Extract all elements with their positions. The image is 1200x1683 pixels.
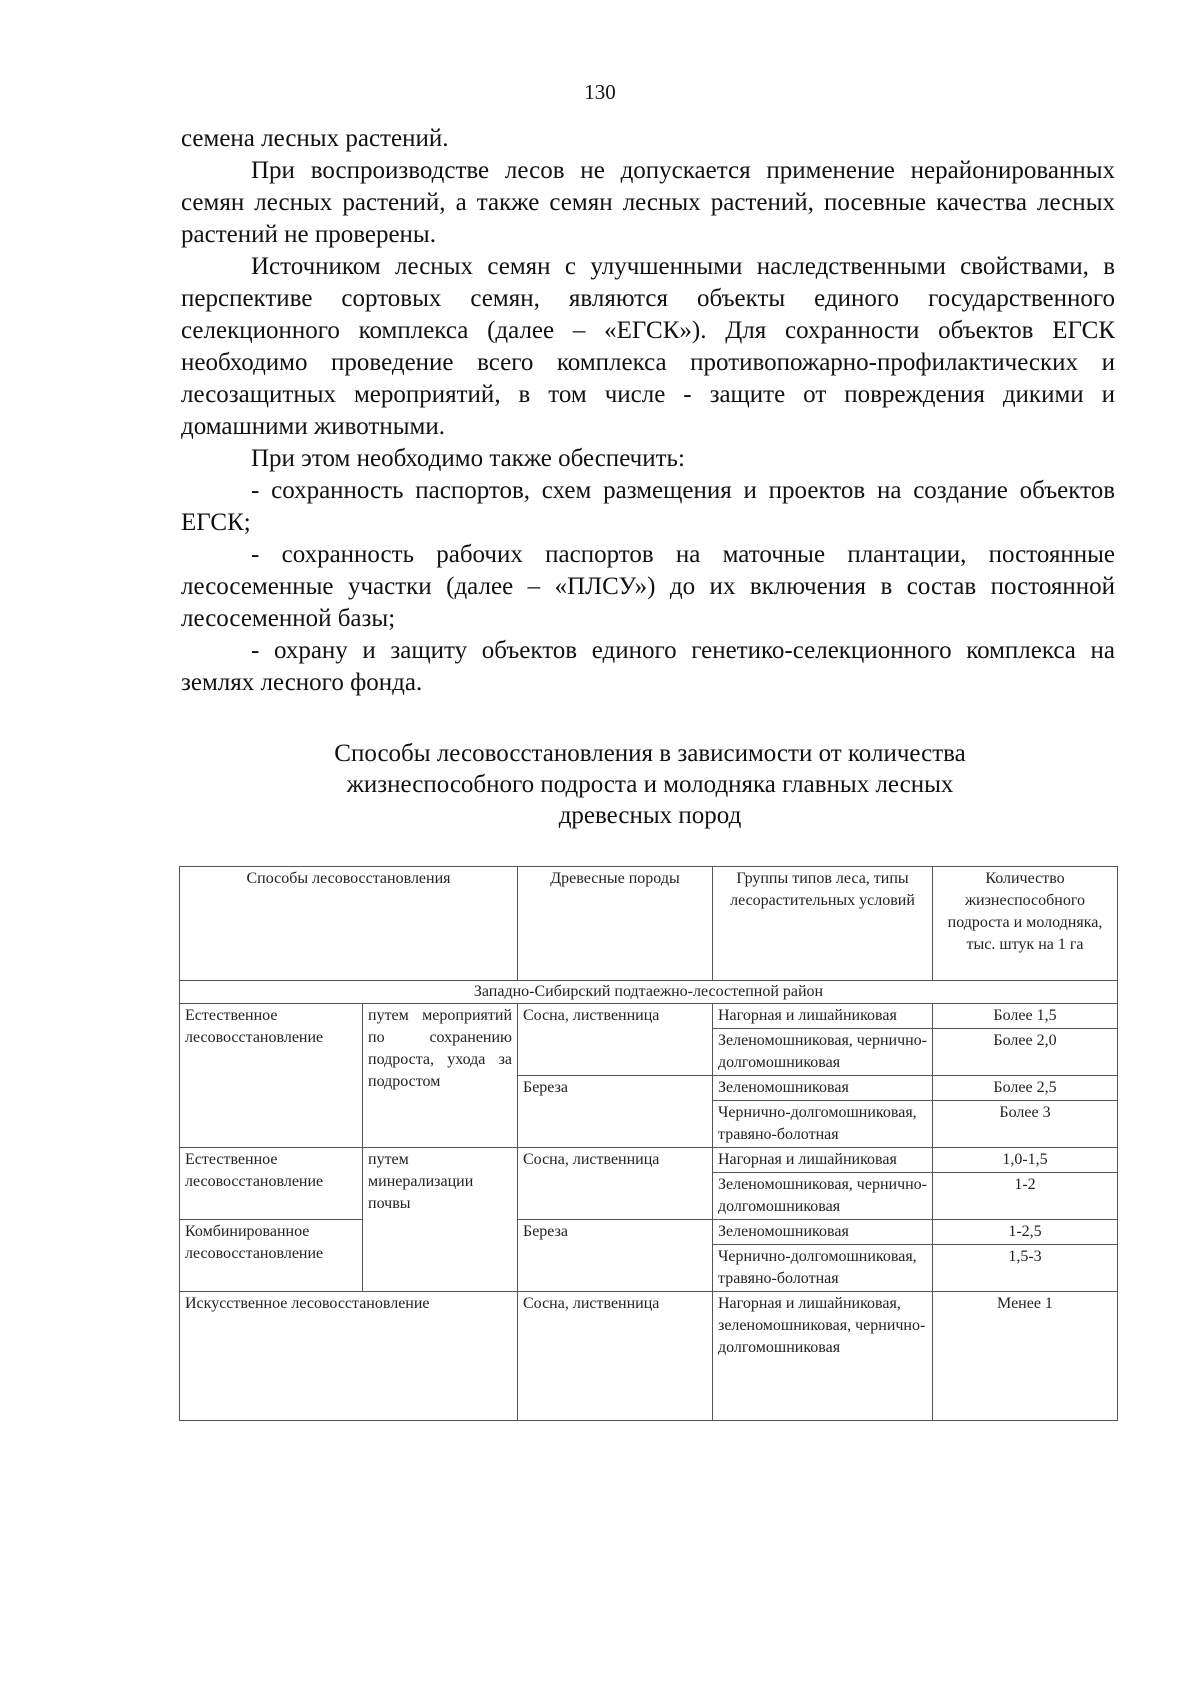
forest-type-cell: Нагорная и лишайниковая [713, 1148, 933, 1173]
amount-cell: Более 2,5 [933, 1076, 1118, 1101]
paragraph: семена лесных растений. [181, 125, 449, 152]
forest-type-cell: Нагорная и лишайниковая, зеленомошниковая, чернично-долгомошниковая [713, 1292, 933, 1421]
amount-cell: 1,0-1,5 [933, 1148, 1118, 1173]
forest-type-cell: Зеленомошниковая [713, 1076, 933, 1101]
amount-cell: 1,5-3 [933, 1245, 1118, 1292]
species-cell: Береза [518, 1076, 713, 1148]
amount-cell: 1-2,5 [933, 1220, 1118, 1245]
header-methods: Способы лесовосстановления [180, 867, 518, 981]
forest-type-cell: Зеленомошниковая [713, 1220, 933, 1245]
table-caption [150, 738, 1150, 831]
table-header-row [180, 867, 1118, 981]
region-cell: Западно-Сибирский подтаежно-лесостепной район [180, 981, 1118, 1004]
forest-type-cell: Чернично-долгомошниковая, травяно-болотная [713, 1101, 933, 1148]
amount-cell: Более 1,5 [933, 1004, 1118, 1029]
table-row [180, 1148, 1118, 1173]
region-row [180, 981, 1118, 1004]
species-cell: Сосна, лиственница [518, 1292, 713, 1421]
amount-cell: 1-2 [933, 1173, 1118, 1220]
list-item: - сохранность рабочих паспортов на маточные плантации, постоянные лесосеменные участки (далее – «ПЛСУ») до их включения в состав постоянной лесосеменной базы; [181, 541, 1115, 632]
body-text [181, 123, 1115, 699]
list-item: - охрану и защиту объектов единого генетико-селекционного комплекса на землях лесного фонда. [181, 637, 1115, 696]
table-row [180, 1004, 1118, 1029]
species-cell: Береза [518, 1220, 713, 1292]
amount-cell: Более 2,0 [933, 1029, 1118, 1076]
amount-cell: Более 3 [933, 1101, 1118, 1148]
species-cell: Сосна, лиственница [518, 1004, 713, 1076]
list-item: - сохранность паспортов, схем размещения и проектов на создание объектов ЕГСК; [181, 477, 1115, 536]
forest-type-cell: Нагорная и лишайниковая [713, 1004, 933, 1029]
table-row [180, 1220, 1118, 1245]
method-cell: Естественное лесовосстановление [180, 1004, 363, 1148]
species-cell: Сосна, лиственница [518, 1148, 713, 1220]
method-cell: Искусственное лесовосстановление [180, 1292, 518, 1421]
sub-method-cell: путем минерализации почвы [363, 1148, 518, 1292]
caption-line: древесных пород [558, 802, 742, 829]
paragraph: Источником лесных семян с улучшенными наследственными свойствами, в перспективе сортовых семян, являются объекты единого государственного селекционного комплекса (далее – «ЕГСК»). Для сохранности объектов ЕГСК необходимо проведение всего комплекса противопожарно-профилактических и лесозащитных мероприятий, в том числе - защите от повреждения дикими и домашними животными. [181, 253, 1115, 440]
caption-line: жизнеспособного подроста и молодняка главных лесных [346, 771, 954, 798]
sub-method-cell: путем мероприятий по сохранению подроста, ухода за подростом [363, 1004, 518, 1148]
amount-cell: Менее 1 [933, 1292, 1118, 1421]
paragraph: При воспроизводстве лесов не допускается применение нерайонированных семян лесных растений, а также семян лесных растений, посевные качества лесных растений не проверены. [181, 157, 1115, 248]
header-species: Древесные породы [518, 867, 713, 981]
forest-type-cell: Чернично-долгомошниковая, травяно-болотная [713, 1245, 933, 1292]
reforestation-table [179, 866, 1118, 1421]
forest-type-cell: Зеленомошниковая, чернично-долгомошниковая [713, 1173, 933, 1220]
header-amount: Количество жизнеспособного подроста и молодняка, тыс. штук на 1 га [933, 867, 1118, 981]
method-cell: Естественное лесовосстановление [180, 1148, 363, 1220]
method-cell: Комбинированное лесовосстановление [180, 1220, 363, 1292]
page-number: 130 [584, 80, 616, 104]
forest-type-cell: Зеленомошниковая, чернично-долгомошниковая [713, 1029, 933, 1076]
table-row [180, 1292, 1118, 1421]
caption-line: Способы лесовосстановления в зависимости от количества [334, 740, 966, 767]
paragraph: При этом необходимо также обеспечить: [251, 445, 685, 472]
header-forest-types: Группы типов леса, типы лесорастительных условий [713, 867, 933, 981]
